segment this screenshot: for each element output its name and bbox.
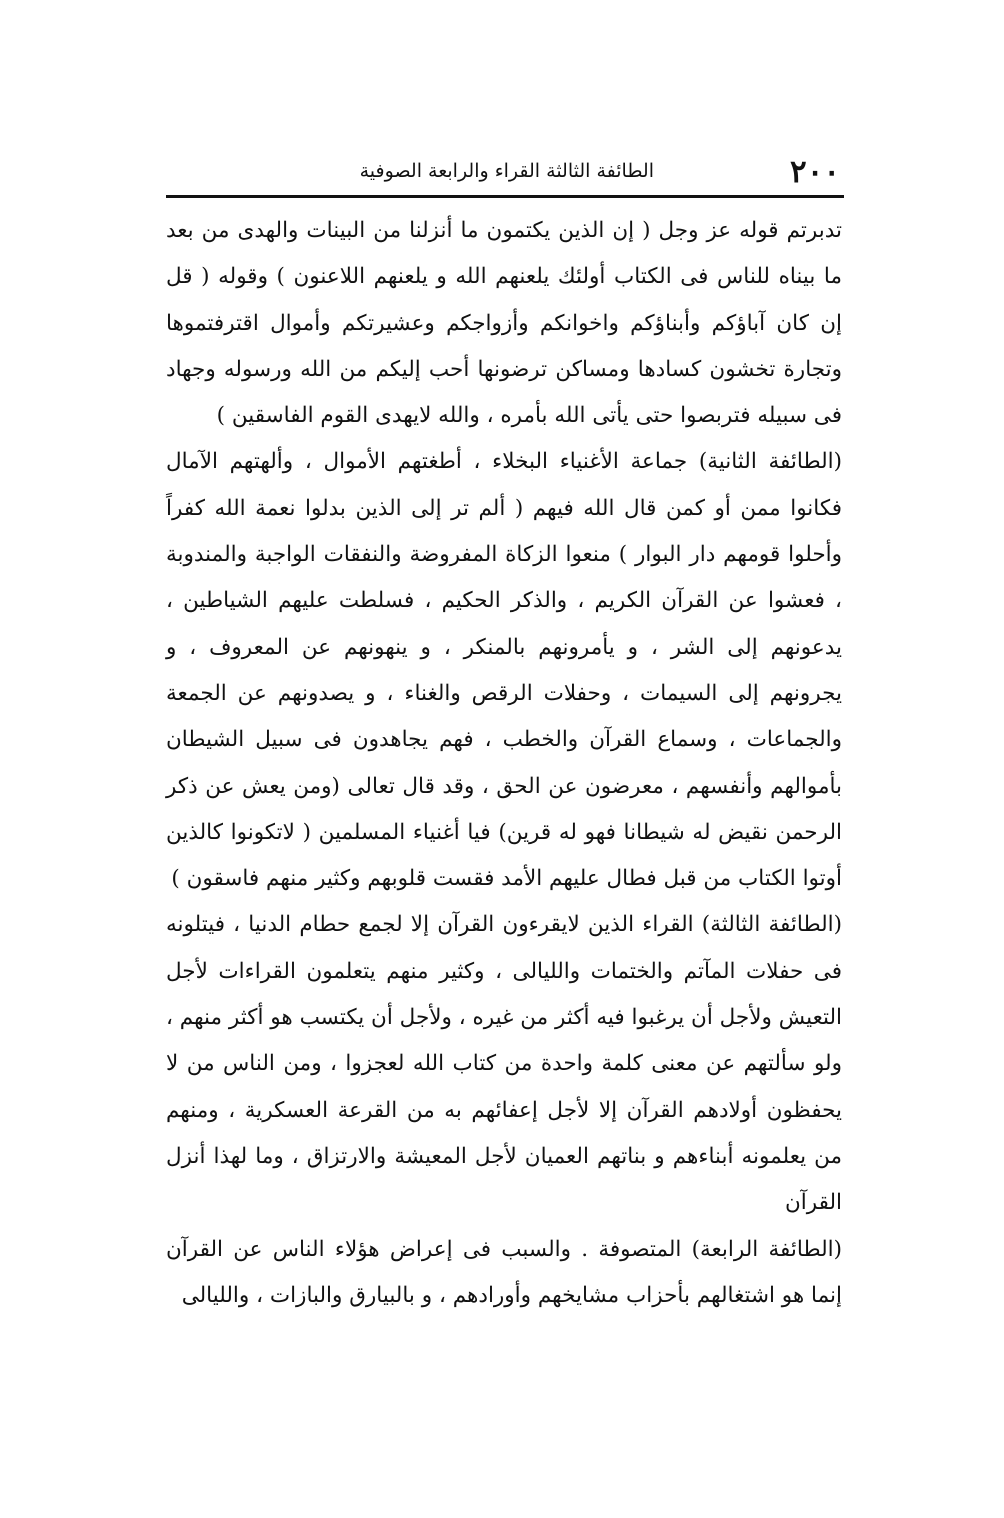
page-number: ٢٠٠ (790, 154, 840, 190)
paragraph-continuation: تدبرتم قوله عز وجل ( إن الذين يكتمون ما أنزلنا من البينات والهدى من بعد ما بيناه للناس فى الكتاب أولئك يلعنهم الله و يلعنهم اللاعنون ) وقوله ( قل إن كان آباؤكم وأبناؤكم واخوانكم وأزواجكم وعشيرتكم وأموال اقترفتموها وتجارة تخشون كسادها ومساكن ترضونها أحب إليكم من الله ورسوله وجهاد فى سبيله فتربصوا حتى يأتى الله بأمره ، والله لايهدى القوم الفاسقين ) (166, 218, 842, 429)
header-rule (166, 195, 844, 198)
page-header (166, 152, 844, 192)
paragraph-third-group: (الطائفة الثالثة) القراء الذين لايقرءون القرآن إلا لجمع حطام الدنيا ، فيتلونه فى حفلات المآتم والختمات والليالى ، وكثير منهم يتعلمون القراءات لأجل التعيش ولأجل أن يرغبوا فيه أكثر من غيره ، ولأجل أن يكتسب هو أكثر منهم ، ولو سألتهم عن معنى كلمة واحدة من كتاب الله لعجزوا ، ومن الناس من لا يحفظون أولادهم القرآن إلا لأجل إعفائهم به من القرعة العسكرية ، ومنهم من يعلمونه أبناءهم و بناتهم العميان لأجل المعيشة والارتزاق ، وما لهذا أنزل القرآن (166, 912, 842, 1216)
page-body (166, 208, 842, 1319)
running-title: الطائفة الثالثة القراء والرابعة الصوفية (359, 160, 654, 182)
paragraph-second-group: (الطائفة الثانية) جماعة الأغنياء البخلاء ، أطغتهم الأموال ، وألهتهم الآمال فكانوا ممن أو كمن قال الله فيهم ( ألم تر إلى الذين بدلوا نعمة الله كفراً وأحلوا قومهم دار البوار ) منعوا الزكاة المفروضة والنفقات الواجبة والمندوبة ، فعشوا عن القرآن الكريم ، والذكر الحكيم ، فسلطت عليهم الشياطين ، يدعونهم إلى الشر ، و يأمرونهم بالمنكر ، و ينهونهم عن المعروف ، و يجرونهم إلى السيمات ، وحفلات الرقص والغناء ، و يصدونهم عن الجمعة والجماعات ، وسماع القرآن والخطب ، فهم يجاهدون فى سبيل الشيطان بأموالهم وأنفسهم ، معرضون عن الحق ، وقد قال تعالى (ومن يعش عن ذكر الرحمن نقيض له شيطانا فهو له قرين) فيا أغنياء المسلمين ( لاتكونوا كالذين أوتوا الكتاب من قبل فطال عليهم الأمد فقست قلوبهم وكثير منهم فاسقون ) (166, 449, 842, 892)
paragraph-fourth-group: (الطائفة الرابعة) المتصوفة . والسبب فى إعراض هؤلاء الناس عن القرآن إنما هو اشتغالهم بأحزاب مشايخهم وأورادهم ، و بالبيارق والبازات ، والليالى (166, 1236, 842, 1308)
